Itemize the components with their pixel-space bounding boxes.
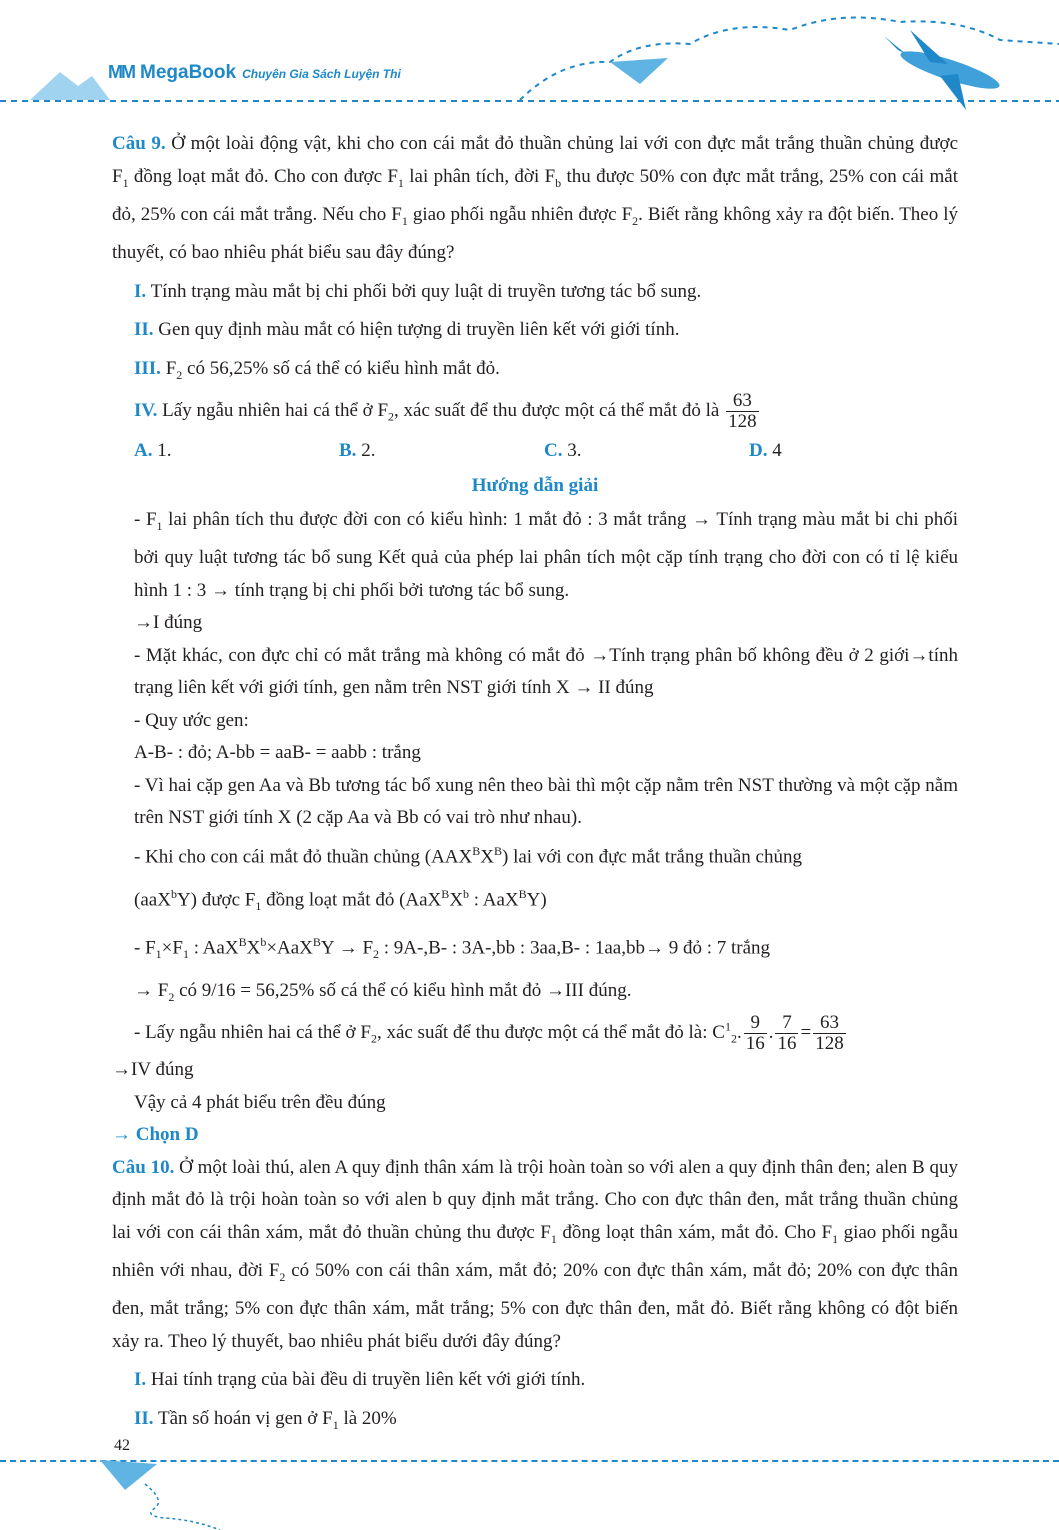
- brand-mark: ΜΜ: [108, 62, 134, 82]
- answer-options: [112, 435, 958, 468]
- statement-I: [112, 276, 958, 309]
- denominator: 16: [745, 1033, 765, 1055]
- paper-plane-icon: [100, 1460, 157, 1490]
- statement-text: có 56,25% số cá thể có kiểu hình mắt đỏ.: [187, 357, 500, 379]
- statement-text: Lấy ngẫu nhiên hai cá thể ở: [162, 399, 378, 421]
- statement-label: II.: [134, 319, 154, 341]
- option-label: D.: [749, 440, 768, 462]
- numerator: 7: [775, 1013, 798, 1034]
- statement-text: Tính trạng màu mắt bị chi phối bởi quy luật di truyền tương tác bổ sung.: [150, 280, 702, 302]
- text: : 9A-,B- : 3A-,bb : 3aa,B- : 1aa,bb→ 9 đỏ : 7 trắng: [379, 937, 771, 959]
- option-label: C.: [544, 440, 563, 462]
- solution-step-3: - Mặt khác, con đực chỉ có mắt trắng mà không có mắt đỏ →Tính trạng phân bố không đều ở 2 giới→tính trạng liên kết với giới tính, gen nằm trên NST giới tính X → II đúng: [134, 644, 958, 699]
- option-label: B.: [339, 440, 357, 462]
- page-header: [0, 0, 1059, 110]
- brand-tagline: Chuyên Gia Sách Luyện Thi: [242, 67, 401, 81]
- text: , xác suất để thu được một cá thể mắt đỏ là:: [376, 1022, 708, 1044]
- q10-statement-I: [112, 1364, 958, 1397]
- text: có 9/16 = 56,25% số cá thể có kiểu hình mắt đỏ →III đúng.: [179, 979, 632, 1001]
- text: lai phân tích, đời: [403, 165, 545, 187]
- solution-step-1: - $F_1$ lai phân tích thu được đời con có kiểu hình: 1 mắt đỏ : 3 mắt trắng → Tính trạng màu mắt bi chi phối bởi quy luật tương tác bổ sung Kết quả của phép lai phân tích một cặp tính trạng cho đời con có tỉ lệ kiểu hình 1 : 3 → tính trạng bị chi phối bởi tương tác bổ sung.: [134, 509, 959, 601]
- solution-step-2: →I đúng: [134, 612, 203, 634]
- option-a[interactable]: [134, 435, 339, 468]
- solution-heading: Hướng dẫn giải: [471, 474, 599, 496]
- text: (aa: [134, 889, 158, 910]
- text: ) lai với con đực mắt trắng thuần chủng: [502, 846, 802, 868]
- denominator: 128: [815, 1033, 844, 1055]
- option-value: 3.: [567, 440, 582, 462]
- solution-step-4: - Quy ước gen:: [134, 709, 249, 731]
- text: đồng loạt mắt đỏ. Cho con được: [128, 165, 388, 187]
- statement-III: III. $F_2$ có 56,25% số cá thể có kiểu hình mắt đỏ.: [134, 357, 500, 382]
- text: ): [540, 889, 547, 910]
- solution-step-6: - Vì hai cặp gen Aa và Bb tương tác bổ xung nên theo bài thì một cặp nằm trên NST thường và một cặp nằm trên NST giới tính X (2 cặp Aa và Bb có vai trò như nhau).: [134, 774, 958, 829]
- text: lai phân tích thu được đời con có kiểu hình: 1 mắt đỏ : 3 mắt trắng → Tính trạng màu mắt bi chi phối bởi quy luật tương tác bổ sung Kết quả của phép lai phân tích một cặp tính trạng cho đời con có tỉ lệ kiểu hình 1 : 3 → tính trạng bị chi phối bởi tương tác bổ sung.: [134, 509, 959, 601]
- q10-statement-II: II. Tần số hoán vị gen ở $F_1$ là 20%: [134, 1407, 397, 1432]
- question-10-label: Câu 10.: [112, 1156, 175, 1178]
- question-9-stem: Câu 9. Ở một loài động vật, khi cho con cái mắt đỏ thuần chủng lai với con đực mắt trắng thuần chủng được $F_1$ đồng loạt mắt đỏ. Cho con được $F_1$ lai phân tích, đời $F_b$ thu được 50% con đực mắt trắng, 25% con cái mắt đỏ, 25% con cái mắt trắng. Nếu cho $F_1$ giao phối ngẫu nhiên được $F_2$. Biết rằng không xảy ra đột biến. Theo lý thuyết, có bao nhiêu phát biểu sau đây đúng?: [112, 133, 959, 264]
- text: - Khi cho con cái mắt đỏ thuần chủng (: [134, 846, 432, 868]
- solution-answer: → Chọn D: [112, 1124, 199, 1146]
- text: - Lấy ngẫu nhiên hai cá thể ở: [134, 1022, 361, 1044]
- solution-step-8: (aaX$^b$Y) được $F_1$ đồng loạt mắt đỏ ($AaX^BX^b$ : AaX$^B$Y): [134, 886, 547, 913]
- page-content: [112, 128, 958, 1441]
- statement-IV: IV. Lấy ngẫu nhiên hai cá thể ở $F_2$, xác suất để thu được một cá thể mắt đỏ là $\frac{63}{128}$: [134, 389, 757, 432]
- statement-text: Hai tính trạng của bài đều di truyền liên kết với giới tính.: [150, 1369, 586, 1391]
- mountain-icon: [30, 72, 110, 100]
- option-value: 4: [772, 440, 782, 462]
- brand-logo: [108, 62, 401, 86]
- option-value: 2.: [361, 440, 376, 462]
- statement-text: Gen quy định màu mắt có hiện tượng di truyền liên kết với giới tính.: [158, 319, 680, 341]
- paper-plane-icon: [610, 58, 668, 84]
- numerator: 63: [813, 1013, 846, 1034]
- fraction: [726, 391, 759, 432]
- statement-label: II.: [134, 1407, 154, 1429]
- fraction: [775, 1013, 798, 1054]
- header-decoration: [0, 0, 1059, 110]
- statement-text: là 20%: [338, 1407, 397, 1429]
- text: đồng loạt thân xám, mắt đỏ. Cho: [556, 1221, 822, 1243]
- flight-path: [145, 1484, 220, 1530]
- fraction: [813, 1013, 846, 1054]
- solution-step-9: - $F_1\times F_1$ : $AaX^BX^b\times AaX^BY \to F_2$ : 9A-,B- : 3A-,bb : 3aa,B- : 1aa,bb→ 9 đỏ : 7 trắng: [134, 935, 771, 962]
- text: Ở một loài thú, alen A quy định thân xám là trội hoàn toàn so với alen a quy định thân đen; alen B quy định mắt đỏ là trội hoàn toàn so với alen b quy định mắt trắng. Cho con đực thân đen, mắt trắng thuần chủng lai với con cái thân xám, mắt đỏ thuần chủng thu được: [112, 1156, 958, 1243]
- solution-step-7: - Khi cho con cái mắt đỏ thuần chủng $(AAX^BX^B)$ lai với con đực mắt trắng thuần chủng: [134, 843, 802, 868]
- option-d[interactable]: [749, 435, 954, 468]
- option-b[interactable]: [339, 435, 544, 468]
- statement-II: [112, 314, 958, 347]
- option-label: A.: [134, 440, 153, 462]
- numerator: 63: [726, 391, 759, 412]
- cloud-outline: [520, 18, 1059, 101]
- text: . Biết rằng không xảy ra đột biến. Theo lý thuyết, có bao nhiêu phát biểu sau đây đúng?: [112, 203, 958, 264]
- option-c[interactable]: [544, 435, 749, 468]
- solution-step-10: → $F_2$ có 9/16 = 56,25% số cá thể có kiểu hình mắt đỏ →III đúng.: [134, 979, 632, 1004]
- fraction: [744, 1013, 767, 1054]
- text: đồng loạt mắt đỏ (: [261, 889, 406, 910]
- statement-label: III.: [134, 357, 161, 379]
- denominator: 16: [777, 1033, 797, 1055]
- question-10-stem: Câu 10. Ở một loài thú, alen A quy định thân xám là trội hoàn toàn so với alen a quy định thân đen; alen B quy định mắt đỏ là trội hoàn toàn so với alen b quy định mắt trắng. Cho con đực thân đen, mắt trắng thuần chủng lai với con cái thân xám, mắt đỏ thuần chủng thu được $F_1$ đồng loạt thân xám, mắt đỏ. Cho $F_1$ giao phối ngẫu nhiên với nhau, đời $F_2$ có 50% con cái thân xám, mắt đỏ; 20% con đực thân xám, mắt đỏ; 20% con đực thân đen, mắt trắng; 5% con đực thân xám, mắt trắng; 5% con đực thân đen, mắt đỏ. Biết rằng không có đột biến xảy ra. Theo lý thuyết, bao nhiêu phát biểu dưới đây đúng?: [112, 1156, 958, 1352]
- denominator: 128: [728, 410, 757, 432]
- text: Y) được: [176, 889, 245, 910]
- solution-step-5: A-B- : đỏ; A-bb = aaB- = aabb : trắng: [134, 742, 421, 764]
- text: có 50% con cái thân xám, mắt đỏ; 20% con đực thân xám, mắt đỏ; 20% con đực thân đen, mắt trắng; 5% con đực thân xám, mắt trắng; 5% con đực thân đen, mắt đỏ. Biết rằng không có đột biến xảy ra. Theo lý thuyết, bao nhiêu phát biểu dưới đây đúng?: [112, 1260, 958, 1352]
- statement-text: Tần số hoán vị gen ở: [157, 1407, 323, 1429]
- text: Ở một loài động vật, khi cho con cái mắt đỏ thuần chủng lai với con đực mắt trắng thuần chủng được: [171, 133, 959, 154]
- text: thu được 50% con đực mắt trắng, 25% con cái mắt đỏ, 25% con cái mắt trắng. Nếu cho: [112, 165, 958, 225]
- text: giao phối ngẫu nhiên với nhau, đời: [112, 1221, 958, 1282]
- question-9-label: Câu 9.: [112, 133, 166, 154]
- solution-step-12: →IV đúng: [112, 1059, 194, 1081]
- statement-label: IV.: [134, 399, 158, 421]
- numerator: 9: [744, 1013, 767, 1034]
- airplane-icon: [884, 30, 1003, 110]
- footer-decoration: [95, 1456, 235, 1530]
- solution-step-13: Vậy cả 4 phát biểu trên đều đúng: [134, 1091, 386, 1113]
- solution-step-11: - Lấy ngẫu nhiên hai cá thể ở $F_2$, xác suất để thu được một cá thể mắt đỏ là: $C^1_2$. $\frac{9}{16}$ . $\frac{7}{16}$ = $\frac{63}{128}$: [134, 1012, 844, 1055]
- statement-label: I.: [134, 1369, 147, 1391]
- statement-text: , xác suất để thu được một cá thể mắt đỏ là: [394, 399, 720, 421]
- brand-name: MegaBook: [140, 62, 237, 83]
- option-value: 1.: [157, 440, 172, 462]
- page-number: 42: [114, 1437, 130, 1454]
- statement-label: I.: [134, 280, 147, 302]
- text: giao phối ngẫu nhiên được: [407, 203, 622, 225]
